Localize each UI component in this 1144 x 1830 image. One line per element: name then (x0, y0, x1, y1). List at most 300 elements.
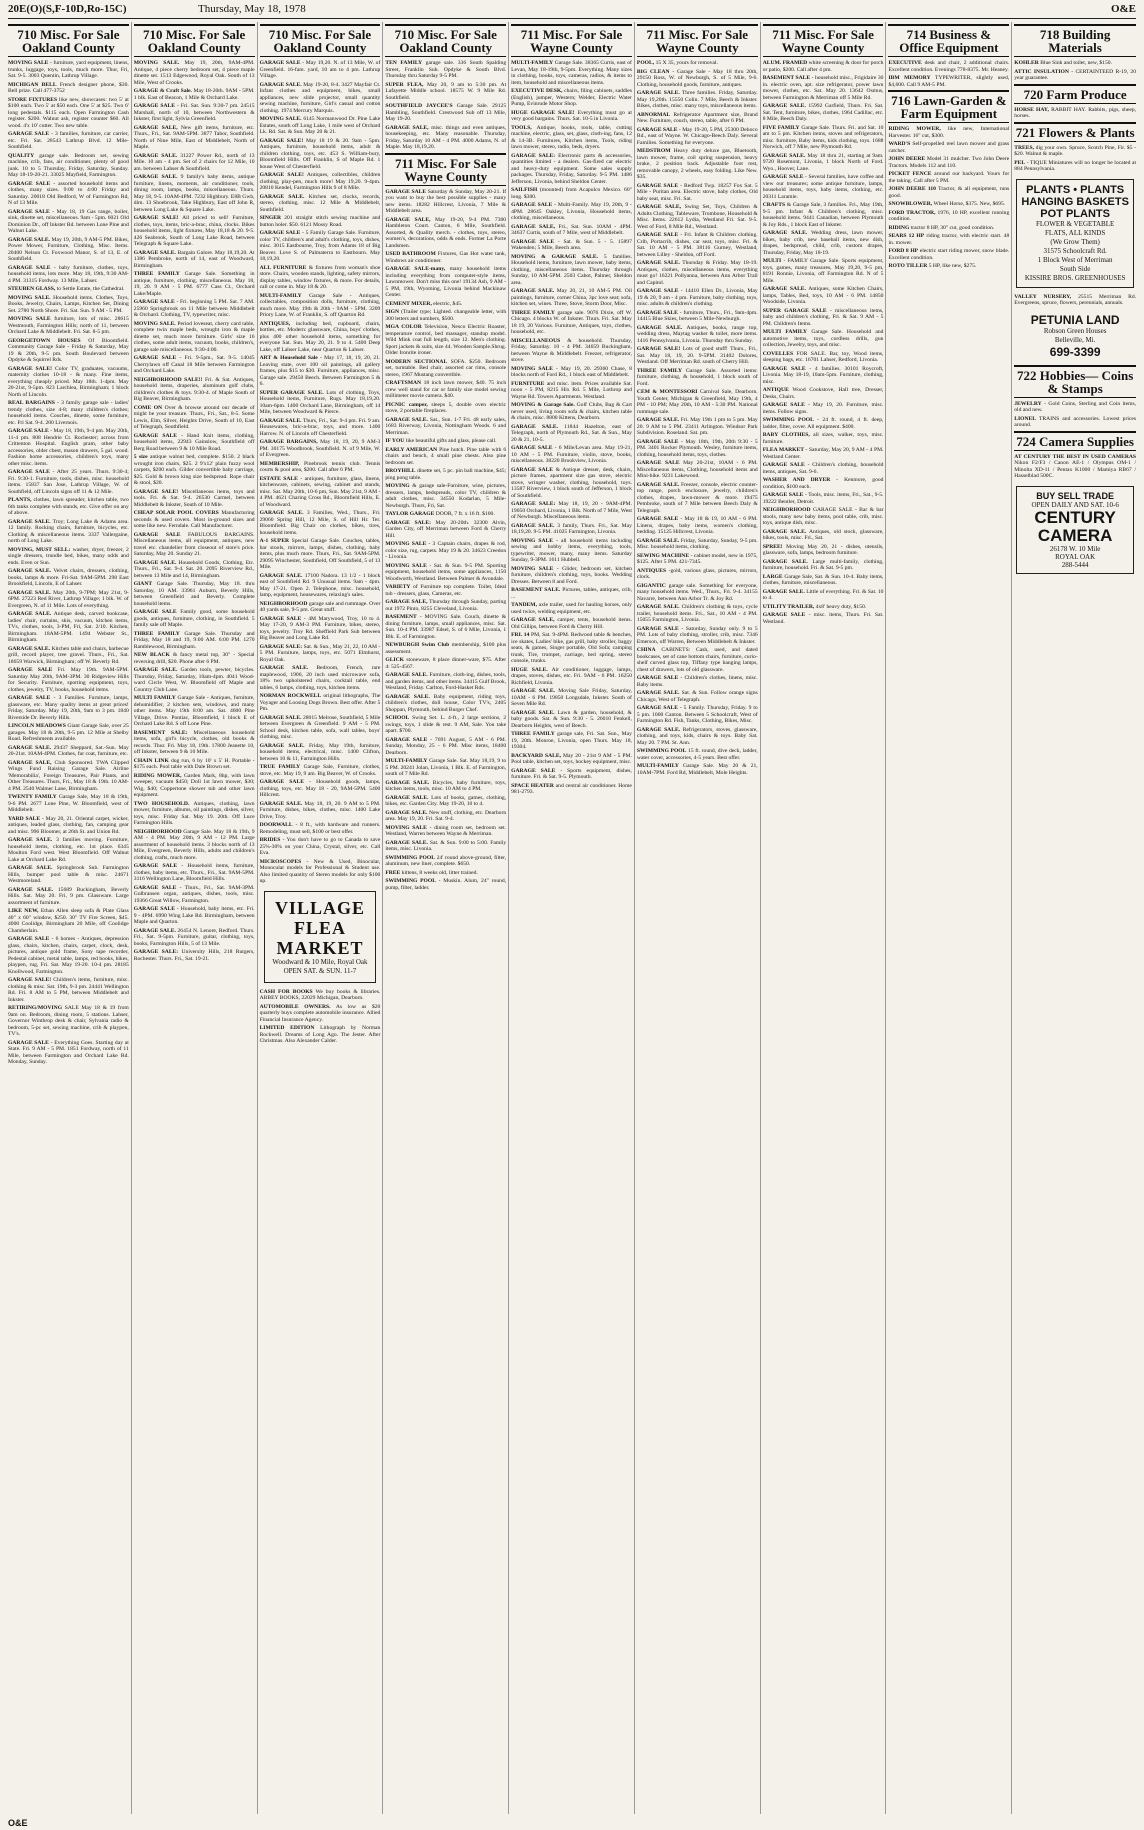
ad-headline: TREES, (1014, 144, 1034, 151)
ad-body: Nikon F2/F3 / Canon AE-1 / Olympus OM-1 / Minolta XD-11 / Pentax K1000 / Mamiya RB67 / Hasselblad 500C. (1014, 460, 1137, 479)
classified-ad (8, 153, 129, 179)
classified-ad (511, 632, 632, 665)
classified-ad (637, 763, 758, 776)
ad-body: 24' round above-ground, filter, aluminum, new liner, complete. $650. (385, 854, 507, 867)
ad-body: - Everything Goes. Starting day at State. Fri. 9 AM - 5 PM. 1851 Fordway, north of 11 Mile, between Farmington and Orchard Lake Rd. Monday, Sunday. (8, 1039, 129, 1065)
section-header: 710 Misc. For Sale Oakland County (8, 24, 129, 57)
ad-headline: BASEMENT SALE (762, 75, 811, 81)
ad-headline: GARAGE SALE. (636, 417, 680, 423)
classified-ad (763, 462, 884, 475)
ad-body: Garage Sale, Furniture, clothes, stove, etc. May 19, 9 am. Big Beaver, W. of Crooks. (259, 764, 381, 777)
ad-body: Moving May 20, 21 - dishes, utensils, glassware, sofa, lamps, bedroom furniture. (762, 543, 884, 556)
ad-body: Fri. & Sat. Antiques, household items, draperies, aluminum golf clubs, children's clothes & toys. 9:30-4. of Maple South of Big Beaver, Birmingham. (133, 376, 255, 402)
ad-headline: TANDEM, (511, 602, 537, 608)
classified-ad (8, 816, 129, 836)
ad-body: Garden tools, pewter, bicycles. Thursday, Friday, Saturday, 10am-4pm. 4041 Wood-ward Circle West, W. Bloomfield off Maple and Country Club Lane. (133, 667, 255, 693)
classified-ad (637, 204, 758, 230)
ad-headline: GARAGE SALE. (259, 81, 302, 88)
classified-ad (8, 745, 129, 758)
ad-headline: GARAGE SALE. (385, 779, 430, 786)
ad-headline: GARAGE SALE: (511, 152, 556, 159)
section-header: 716 Lawn-Garden & Farm Equipment (888, 90, 1009, 123)
ad-headline: MOVING (385, 483, 410, 489)
classified-ad (637, 516, 758, 536)
ad-body: Air conditioner, luggage, lamps, drapes, stoves, dishes, etc. Fri. 9AM - 6 PM. 16250 Richfield, Livonia. (511, 666, 632, 686)
ad-headline: GARAGE SALE. (636, 260, 680, 266)
ad-headline: MULTI-FAMILY (636, 763, 679, 769)
classified-ad (385, 266, 506, 299)
folio-bar (8, 2, 1136, 19)
ad-body: - all household items including sewing and hobby items, everything, tools, typewriter, mower, many, many items. Saturday Sunday, 9-3PM. 1611 Hubbell. (511, 537, 632, 563)
ad-headline: CASH FOR BOOKS (259, 988, 313, 995)
ad-body: tractor 8 HP, 30" cut, good condition. (910, 224, 995, 231)
classified-ad (8, 568, 129, 588)
ad-headline: DOORWALL (259, 822, 293, 828)
ad-headline: GARAGE SALE (762, 402, 805, 408)
ad-body: University Hills, 218 Rutgers, Rochester. Thurs. Fri., Sat. 19-21. (133, 949, 255, 962)
classified-ad (260, 510, 381, 536)
ad-headline: GARAGE SALE. (636, 537, 680, 544)
ad-body: RABBIT HAY. Rabbits, pigs, sheep, horses. (1014, 106, 1137, 119)
classified-ad (511, 310, 632, 336)
classified-ad (511, 566, 632, 586)
classified-ad (763, 286, 884, 306)
ad-body: - 3 Captain chairs, drapes & rod, color size, rug, carpets. May 19 & 20. 34623 Creedon - Livonia. (385, 541, 507, 560)
classified-ad (637, 148, 758, 181)
classified-ad (763, 477, 884, 490)
ad-body: to Settle Estate, the Cathedral. (56, 286, 125, 292)
ad-headline: NORMAN ROCKWELL (259, 693, 322, 699)
ad-body: of Furniture top complete. Toilet, Ideal tub - dressers, glass, Cameras, etc. (385, 584, 507, 597)
classified-ad (511, 88, 632, 108)
classified-ad (888, 60, 1009, 73)
ad-headline: RIDING (888, 224, 910, 231)
ad-headline: GARAGE SALE. (511, 288, 555, 294)
ad-headline: CRAFTSMAN (385, 380, 422, 386)
ad-headline: RETIRING/MOVING (8, 1005, 63, 1011)
ad-headline: GARAGE SALE. (8, 865, 53, 871)
ad-headline: LINCOLN MEADOWS (8, 723, 66, 729)
page-column (635, 22, 761, 1814)
ad-headline: GARAGE SALE (259, 60, 301, 66)
ad-body: camper, tents, household items. Old Gillips, between Ford & Cherry Hill. (511, 617, 632, 630)
display-ad-line: KISSIRE BROS. GREENHOUSES (1024, 273, 1126, 282)
ad-body: garage sale. Bedroom set, sewing machine, crib, fans, air conditioner, plenty of good junk. 10 to 5 Thursday, Friday, Saturday, Sunday. May 18-19-20-21. 33025 Mayfield, Farmington. (8, 152, 129, 178)
ad-headline: SOUTHFIELD JAYCEE'S (385, 103, 453, 109)
ad-headline: BASEMENT (385, 614, 417, 620)
ad-headline: GARAGE SALE (636, 675, 679, 681)
ad-headline: GARAGE SALE (259, 615, 302, 622)
ad-headline: GARAGE SALE. (511, 522, 555, 529)
ad-headline: HUGE SALE. (511, 666, 548, 673)
ad-headline: GARAGE SALE. (385, 839, 428, 846)
classified-columns (6, 22, 1138, 1814)
classified-ad (8, 908, 129, 934)
ad-headline: CHINA (636, 647, 656, 653)
classified-ad (888, 201, 1009, 208)
ad-headline: GARAGE SALE (8, 428, 49, 434)
classified-ad (385, 810, 506, 823)
ad-headline: GARAGE SALE. (259, 572, 303, 579)
ad-body: - May 19-20, 5 PM, 25300 Dehoco Rd., east of Wayne. W. Chicago-Beech Daly. Several Families. Something for everyone. (636, 126, 758, 146)
section-header: 710 Misc. For Sale Oakland County (385, 24, 506, 57)
ad-headline: FREE (385, 869, 401, 876)
classified-ad (134, 928, 255, 948)
ad-headline: GARAGE SALE. (762, 103, 806, 109)
ad-body: Swing Set. L. 4-ft., 2 large sections, 2 swings, toys, 1 slide & rest. 9 AM, Sale. You take apart. $700. (385, 715, 507, 734)
ad-headline: BASEMENT SALE: (133, 729, 188, 736)
ad-body: like beautiful gifts and glass, please call. (405, 438, 497, 444)
classified-ad (260, 822, 381, 835)
section-header: 714 Business & Office Equipment (888, 24, 1009, 57)
ad-headline: GARAGE SALE! (133, 488, 179, 495)
ad-body: Electronic parts & accessories, quantities limited - a dealers. Gas-fired car electric and heavy-duty equipment. Some sales supply packages. Thursday, Friday, Saturday. 9-5 PM. 1486 Jefferson, Livonia, behind Sheldon Center. (511, 152, 632, 185)
classified-ad (888, 248, 1009, 261)
ad-headline: GARAGE SALE! (8, 365, 52, 372)
ad-headline: THREE FAMILY (636, 367, 683, 374)
classified-ad (8, 338, 129, 364)
ad-headline: BROYHILL (385, 468, 416, 474)
ad-headline: CEMENT MIXER, (385, 300, 432, 307)
ad-body: TYPEWRITER, slightly used, $4,600. Call 9 AM-5 PM. (888, 75, 1010, 88)
ad-headline: ALL FURNITURE (259, 264, 307, 271)
ad-body: - 6 Mile/Levan area. May 19-21, 10 AM - 5 PM. Furniture, violin, stove, books, miscellaneous. 38220 Brookview, Livonia. (511, 445, 632, 464)
ad-body: antique walnut bed, complete. $150. 2 black wrought iron chairs, $25. 2 9'x12' plain fuzzy wool carpets, $200 each. Gilder convertible baby carriage, $25. Gold & brown king size bedspread. Rope chair & stool, $20. (133, 454, 255, 486)
ad-headline: GARAGE SALE (133, 432, 178, 439)
classified-ad (260, 418, 381, 438)
ad-body: Lots of good stuff! Thurs., Fri., Sat. May 18, 19, 20. 9-5PM. 31402 Dolores, Westland. Off Merriman Rd. south of Cherry Hill. (636, 346, 758, 365)
ad-headline: JEWELRY (1014, 400, 1042, 407)
ad-body: Bargain Galore. May 18,19,20. At 1386 Pembroke, north of 14, east of Woodward, Birmingham. (133, 249, 255, 269)
ad-headline: ABNORMAL (636, 111, 671, 118)
ad-headline: GARAGE SALE. (8, 568, 51, 574)
ad-headline: GARAGE SALE (762, 462, 805, 468)
classified-ad (8, 646, 129, 666)
classified-ad (637, 727, 758, 747)
classified-ad (511, 538, 632, 564)
ad-headline: NEIGHBORHOOD SALE!! (133, 376, 203, 383)
ad-body: Garage Sale. Something in antique, furniture, clothing, miscellaneous. May 18, 19, 20. 9 AM - 5 PM. 6777 Cass Ct., Orchard Lake/Maple. (133, 271, 255, 297)
classified-ad (763, 351, 884, 364)
classified-ad (385, 870, 506, 877)
section-header: 724 Camera Supplies (1014, 431, 1136, 451)
classified-ad (637, 389, 758, 415)
ad-headline: GARAGE SALE (8, 180, 51, 187)
ad-body: - May 17, 18, 19, 20, 21. Leaving state, over 100 oil paintings, all gallery frames, plus $15 to $30. Furniture, appliances, misc. Garage sale. 29450 Beech. Between Farmington 5 & 6. (259, 355, 381, 387)
classified-ad (511, 402, 632, 422)
ad-body: - May 20, 21. Oriental carpet, wicker, antiques, leaded glass, clothing, fan, camping gear and misc. 996 Bloomer, at 26th St. and Union Rd. (8, 815, 129, 835)
ad-headline: GARAGE SALE. (8, 236, 51, 243)
classified-ad (763, 447, 884, 460)
ad-body: kittens, 8 weeks old, litter trained. (401, 869, 478, 876)
ad-body: - MOVING Sale. Couch, dinette & dining furniture, lamps, small appliances, misc. Sat. Sun. 10-4 PM. 33987 Edsel, S. of 6 Mile, Livonia, 1 Blk. E. of Farmington. (385, 614, 507, 640)
ad-body: Ethan Allen sleep sofa & Plate Glass 40" x 60" window, $250. 30" TV Fire Screen, $45. 4000 Coolidge, Birmingham 20 Mile, off Coolidge Chamberlain. (8, 908, 129, 934)
ad-headline: NEIGHBORHOOD (133, 828, 182, 835)
ad-headline: FORD 8 HP (888, 248, 919, 254)
ad-headline: GARAGE SALE! (636, 346, 681, 352)
ad-body: Thursday through Sunday, parting out 1972 Pinto, 8255 Cleveland, Livonia. (385, 599, 507, 612)
ad-body: Sat. & Sun., May 21, 22, 10 AM - 5 PM. Furniture, lamps, toys, etc. 5071 Elmhurst, Royal Oak. (259, 643, 381, 663)
ad-headline: GARAGE SALE. (511, 423, 558, 430)
classified-ad (637, 232, 758, 258)
ad-headline: NEIGHBORHOOD (762, 507, 811, 513)
ad-headline: YARD SALE (8, 815, 41, 822)
ad-body: & Garage Sale, 3 families. Fri., May 19th, 9-5 pm. Infant & Children's clothing, misc. household items. 9441 Canadian, between Plymouth & Joy Rds., 1 block East of Inkster. (762, 202, 884, 228)
ad-body: 201 straight stitch sewing machine and button holer. $50. 6121 Mossy Road. (259, 215, 381, 228)
ad-body: riding tractor, with electric start. 48 in. mower. (888, 233, 1010, 246)
page-column (258, 22, 384, 1814)
classified-ad (888, 233, 1009, 246)
ad-body: New gift items, furniture, etc. Thurs., Fri., Sat. 9AM-5PM. 3877 Tabor, Southfield. North of Nine Mile, East of Middlebelt, North of Maple. (133, 124, 255, 150)
ad-body: - Hand Knit items, clothing, household items, 22943 Gainslow, Southfield off Berg Road between 9 & 10 Mile Road. (133, 432, 255, 452)
ad-headline: GARAGE SALE. (133, 667, 178, 673)
ad-headline: GARAGE SALE, (511, 223, 556, 230)
ad-headline: GARAGE SALE (133, 609, 177, 615)
ad-body: & fixtures from woman's shoe store. Chairs, wooden stands, lighting, safety mirrors, display tables, window fixtures, & more. For details, call or come in. May 18 & 20. (259, 264, 381, 290)
classified-ad (385, 82, 506, 102)
ad-body: Swing Set, Toys, Children & Adults Clothing, Tableware, Trombone, Household & Misc. Items. 22612 Lydia, Westland Fri. Sat. 9-5. West of Ford, 8 Mile Rd., Westland. (636, 204, 758, 230)
ad-body: -gold, various glass, pictures, mirrors, clock. (636, 567, 758, 580)
display-ad (1016, 179, 1134, 288)
classified-ad (8, 837, 129, 863)
classified-ad (260, 859, 381, 885)
classified-ad (134, 667, 255, 693)
ad-headline: 5 size (133, 454, 148, 460)
classified-ad (8, 181, 129, 207)
ad-headline: GARAGE SALE. (259, 193, 305, 200)
ad-headline: AUTOMOBILE OWNERS. (259, 1003, 331, 1010)
ad-body: - May 19, 20. 29360 Chase, 8 blocks north of Ford Rd., 1 block east of Middlebelt. (511, 365, 632, 378)
ad-headline: GARAGE SALE. (133, 559, 177, 566)
ad-body: Furniture, cloth-ing, dishes, tools, and garden items, and other items. 34415 Gulf Brook, Westland, Friday. Carlton, Ford-Hasket Rds. (385, 672, 507, 691)
classified-ad (134, 321, 255, 354)
ad-body: 9 family's baby items, antique furniture, linens, moments, air conditioner, tools, dining room, lamps, books, miscellaneous. Thurs. May 18, 9-5. 10AM-4PM. 7232 Highbury. E8B Gwb, dim. 13 Shoebrook, Take Highbury, East off John R, between Long Lake & Square Lake. (133, 174, 255, 213)
classified-ad (8, 590, 129, 610)
ad-body: Garage Sale - Antiques, collectables, composition dolls, furniture, clothing, much more. May 19th & 20th - 9AM - 5PM. 3209 Priory Lane, W. of Franklin, S. off Quarton Rd. (259, 292, 381, 318)
classified-ad (763, 258, 884, 284)
ad-body: - Household, baby items, etc. Fri. 9 - 4PM. 6990 Wing Lake Rd. Birmingham, between Maple and Quarton. (133, 906, 255, 925)
classified-ad (8, 760, 129, 793)
classified-ad (385, 380, 506, 400)
display-ad-title: PLANTS • PLANTS (1026, 183, 1125, 196)
classified-ad (385, 780, 506, 793)
ad-headline: GARAGE SALE. (762, 152, 806, 159)
ad-headline: MISCELLANEOUS (511, 337, 561, 344)
classified-ad (134, 271, 255, 297)
ad-body: - Sat. & Sun. 9-5 PM. Sporting equipment, household items, some appliances, 1150 Woodworth, Westland. Between Palmer & Avondale. (385, 562, 507, 582)
ad-body: - New & Used, Binocular, Monocular models for Professional & Student use. Also limited quantity of Stereo models for only $100 up. (259, 858, 381, 884)
ad-body: garage sale. 9076 Dixie, off W. Chicago. 4 blocks W. of Inkster. Thurs. Fri. Sat. May 18 19, 20 Various. Furniture, Antiques, toys, clothes, household, etc. (511, 309, 632, 335)
ad-headline: SWIMMING POOL (636, 748, 687, 754)
classified-ad (134, 454, 255, 487)
classified-ad (260, 779, 381, 799)
ad-headline: ART & Household Sale (259, 355, 318, 361)
ad-body: - 4M Marywood, Troy, 10 to 4. May 17-20, 9 AM-3 PM. Furniture, bikes, stereo, toys, jewelry. Troy Rd. Sheffield Park Sub between Big Beaver and Long Lake Rd. (259, 615, 381, 641)
ad-body: Sat. & Sun. 9:00 to 5:00. Family items, misc. Livonia. (385, 839, 507, 852)
ad-body: Fixtures, Gas Hot water tank, Windows air conditioner. (385, 251, 507, 264)
classified-ad (260, 665, 381, 691)
ad-headline: GARAGE SALE (636, 460, 680, 466)
ad-headline: SINGER (259, 215, 282, 221)
ad-headline: GARAGE SALE. (133, 249, 176, 256)
classified-ad (8, 400, 129, 426)
classified-ad (511, 254, 632, 287)
ad-headline: TRUE FAMILY (259, 764, 301, 770)
ad-headline: GARAGE SALE. (385, 794, 429, 801)
ad-body: Freezer, console, electric counter-top range, porch enclosure, jewelry, children's clothes, drapes, lawn-mower & more. 19475 Pembroke, south of 7 Mile between Beech Daly & Telegraph. (636, 481, 758, 514)
ad-body: Miscellaneous household items, sofa, girl's bicycle, clothes, old books & records. Thur. Fri. May 18, 19th. 17800 Jeanette 10, off Inkster, between 9 & 10 Mile. (133, 729, 255, 755)
ad-body: - Household goods, lamps, clothing, toys, etc. May 18 - 20, 9AM-5PM. 5400 Hillcrest. (259, 779, 381, 798)
ad-body: - 24 ft. round, 4 ft. deep, ladder, filter, cover. All equipment. $400. (762, 417, 884, 430)
classified-ad (511, 288, 632, 308)
ad-body: Period loveseat, cherry card table, complete twin maple beds, wrought iron & maple dinette set, much more furniture. Girls' size 16 clothes, some adult items, vacuum, books, children's, garage sale miscellaneous. 9:30-4:00. (133, 320, 255, 353)
section-header: 711 Misc. For Sale Wayne County (385, 153, 506, 186)
ad-body: garage sale. Something for everyone, many household items. Wed., Thurs., Fri. 9-4. 34155 Navarre, between Ann Arbor Tr. & Joy Rd. (636, 582, 758, 602)
ad-body: Over & browse around our decade of might be your treasure. Thurs., Fri., Sat., 8-5. Some Lewis, Elm, Silver, Heights Drive, South of 10, East of Telegraph, Southfield. (133, 404, 255, 430)
ad-body: 17100 Nadora. 13 1/2 - 1 block east of Southfield Rd. 9 Unusual items. 9am - 4pm. May 17-21. Open 2. Telephone, misc. household, lamp, equipment, housewares, relaxing's sales. (259, 572, 381, 598)
ad-body: Self-propelled reel lawn mower and grass catcher. (888, 141, 1010, 154)
classified-ad (637, 553, 758, 566)
ad-headline: CHEAP SOLAR POOL COVERS (133, 510, 219, 516)
ad-headline: GARAGE SALE (762, 365, 806, 372)
ad-body: May 18, 19, 20, 9 AM-3 PM. 30175 Woodbrook, Southfield. N. of 9 Mile, W. of Evergreen. (259, 439, 381, 458)
classified-ad (763, 387, 884, 400)
folio-page: O&E (1110, 3, 1136, 15)
ad-body: desk and chair, 2 additional chairs. Excellent condition. Evenings 778-8375. Mr. Heaney. (888, 60, 1010, 73)
ad-headline: GARAGE SALE. (762, 588, 805, 595)
ad-headline: GARAGE SALE. (8, 589, 51, 596)
classified-ad (260, 439, 381, 459)
ad-headline: GARAGE SALE, (385, 124, 429, 131)
ad-headline: TEN FAMILY (385, 60, 423, 66)
classified-ad (385, 468, 506, 481)
ad-body: Sat. & Sun. Follow orange signs Chicago, West of Telegraph. (636, 690, 758, 703)
classified-ad (763, 417, 884, 430)
ad-body: Fri. May 19th. 9AM-5PM. Saturday May 20th, 9AM-3PM. 30 Ridgeview Hills for Security. Furniture, sporting equipment, toys, clothes, jewelry, TV, books, household items. (8, 667, 129, 693)
classified-ad (8, 60, 129, 80)
classified-ad (1014, 294, 1136, 307)
display-ad-line: OPEN SAT. & SUN. 11-7 (283, 966, 357, 975)
classified-ad (134, 758, 255, 771)
ad-headline: COME ON (133, 404, 163, 411)
ad-body: SOFA. $250. Bedroom set, turntable. Bed chair, assorted car rims, console stereo, 1967 Mustang convertible. (385, 358, 507, 378)
ad-body: - TIQUE Miniatures will no longer be located at 884 Pennsylvania. (1014, 159, 1137, 172)
ad-headline: BACKYARD SALE, (511, 752, 561, 759)
ad-headline: BASEMENT SALE. (511, 587, 561, 593)
classified-ad (260, 616, 381, 642)
classified-ad (511, 467, 632, 500)
ad-headline: MULTI-FAMILY (385, 758, 428, 764)
ad-body: - baby furniture, clothes, toys, household items, lots more. May 18, 19th, 9:30 AM- 4 PM. 31315 Fordway. 13 Mile, Lahser. (8, 264, 129, 284)
classified-ad (260, 138, 381, 171)
ad-headline: COVELLES (762, 350, 794, 357)
ad-body: - Kenmore, good condition, $100 each. (762, 477, 884, 490)
ad-body: Pictures, tables, antiques, crib, ... (511, 587, 632, 600)
classified-ad (385, 251, 506, 264)
classified-ad (637, 604, 758, 624)
classified-ad (763, 432, 884, 445)
classified-ad (511, 110, 632, 123)
classified-ad (511, 224, 632, 237)
ad-headline: HORSE HAY, (1014, 106, 1049, 113)
classified-ad (260, 1004, 381, 1024)
ad-body: furniture, lots of misc. 28615 Westmouth, Farmington Hills; north of 11, between Orchard Lake & Middlebelt. Fri. Sat. 8-5 pm. (8, 316, 129, 335)
ad-body: - FAMILY Garage Sale. Sports equipment, toys, games, many treasures, May 19,20, 9-5 pm, 8191 Ronnie, Livonia, off Farmington Rd. N of 5 Mile. (762, 258, 884, 284)
ad-headline: GARAGE SALE, (385, 599, 428, 605)
classified-ad (637, 690, 758, 703)
classified-ad (385, 657, 506, 670)
classified-ad (8, 209, 129, 235)
ad-headline: GARAGE SALE (8, 208, 50, 215)
ad-headline: POOL, (636, 60, 655, 66)
ad-headline: GARAGE SALE (133, 355, 177, 361)
ad-headline: GARAGE SALE, (385, 216, 431, 223)
page-column (6, 22, 132, 1814)
ad-body: 15689 Buckingham, Beverly Hills. Sat. May 20. Fri, 9 pm. Glassware. Large assortment of furniture. (8, 886, 129, 906)
classified-ad (8, 82, 129, 95)
ad-body: Household Goods, Clothing, Etc. Thurs., Fri., Sat. 9-4. Sat. 20. 2095 Riverview Rd., between 13 Mile and 14, Birmingham. (133, 559, 255, 579)
ad-body: (Trailer type; Lighted. changeable letter, with 300 letters and numbers, $500. (385, 309, 507, 322)
classified-ad (385, 642, 506, 655)
ad-headline: GIGANTIC (636, 582, 666, 589)
classified-ad (511, 523, 632, 536)
classified-ad (8, 667, 129, 693)
ad-body: Little of everything. Fri. & Sat. 10 to 4. (762, 588, 884, 601)
classified-ad (511, 60, 632, 86)
ad-body: 5 HP, like new, $275. (928, 263, 977, 269)
ad-headline: GLICK (385, 657, 404, 663)
ad-body: Thurs, Fri., Sat. 9-4 pm. Fri. 9 am. Housewares, bric-a-brac, toys, and more. 1400 Harrow. N. of Lincoln off Chesterfield. (259, 417, 381, 437)
classified-ad (637, 346, 758, 366)
classified-ad (763, 529, 884, 542)
display-ad-line: (We Grow Them) (1050, 237, 1100, 246)
classified-ad (260, 837, 381, 857)
classified-ad (385, 217, 506, 250)
classified-ad (385, 447, 506, 467)
ad-headline: GARAGE SALE: (511, 501, 556, 507)
display-ad-line: Woodward & 10 Mile, Royal Oak (272, 957, 368, 966)
ad-body: Antiques, collectibles, children clothing, play-pen, much more! May 19,20. 9-4pm. 20810 Kendel, Farmington Hills 9 of 8 Mile. (259, 172, 381, 191)
classified-ad (8, 237, 129, 263)
ad-headline: GARAGE SALE! (259, 172, 304, 178)
ad-body: Velvet chairs, dressers, clothing, books, lamps & more. Fri-Sat. 9AM-5PM. 298 East Brookfield, Lincoln, E of Lahser. (8, 568, 129, 587)
classified-ad (888, 171, 1009, 184)
classified-ad (8, 1005, 129, 1038)
ad-headline: GARAGE SALE. (8, 886, 54, 893)
ad-body: May 20th, 9-7PM; May 21st, 9-6PM. 27223 Red River, Lathrup Village; 1 blk. W. of Evergreen, N. of 11 Mile. Lots of everything. (8, 589, 129, 609)
ad-body: As low as $20 quarterly buys complete automobile insurance. Allied Financial Insurance Agency. (259, 1003, 381, 1023)
classified-ad (637, 368, 758, 388)
classified-ad (888, 141, 1009, 154)
ad-body: & garage sale-Furniture, wine, pictures, dressers, lamps, bedspreads, color TV, children & adult clothes, misc. 34550 Kodarlan, 5 Mile-Newburgh. Thurs, Fri, Sat. (385, 483, 507, 509)
ad-headline: GARAGE SALE (8, 264, 51, 271)
ad-body: - Garage Sale - May 18 thru 20th, 29150 Ross, W. of Newburgh, S. of 5 Mile, 9-6. Clothing, household goods, furniture, antiques. (636, 68, 758, 88)
ad-headline: PEL (1014, 159, 1026, 166)
classified-ad (511, 768, 632, 781)
ad-body: We buy books & libraries. ABBEY BOOKS, 22029 Michigan, Dearborn. (259, 988, 381, 1001)
ad-body: - Children's clothing, household items, antiques, Sat. 9-6. (762, 462, 884, 475)
ad-body: Garage Sale. Thurs. Fri. and Sat. 10 am to 5 pm. Kitchen items, stoves and refrigerators, misc. furniture, Baby items, kids clothing, toys. 1688 Norwich, off 7 Mile, new Plymouth Rd. (762, 124, 884, 150)
ad-body: Antiques, clothing, lawn mower, furniture, albums, oil paintings, dishes, silver, toys, misc. Friday Sat. May 19. 20th. Off Luce Farmington Hills. (133, 800, 255, 826)
ad-body: - Saturday, Sunday only. 9 to 5 PM. Lots of baby clothing, stroller, crib, misc. 7346 Emerson, off Warren, Between Middlebelt & Inkster. (636, 625, 758, 645)
classified-ad (385, 825, 506, 838)
ad-headline: THREE FAMILY (511, 309, 555, 316)
ad-body: 15992 Garfield, Thurs. Fri. Sat. Sat. Tent, furniture, bikes, clothes, 1964 Cadillac, etc. 8 Mile, Beech Daly. (762, 103, 884, 122)
page-footer: O&E (8, 1818, 28, 1828)
classified-ad (763, 507, 884, 527)
ad-headline: FLEA MARKET (762, 447, 805, 453)
ad-headline: PLANTS, (8, 497, 32, 503)
